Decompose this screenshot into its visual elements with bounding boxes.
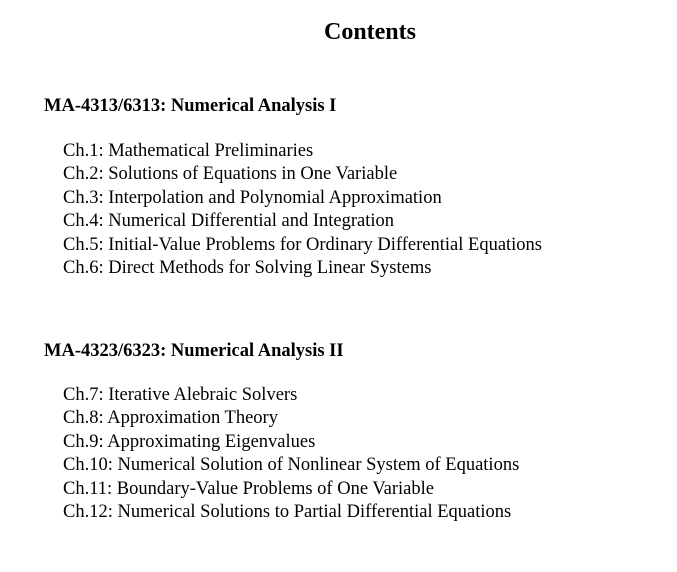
chapter-item: Ch.6: Direct Methods for Solving Linear Systems: [63, 258, 432, 279]
chapter-item: Ch.3: Interpolation and Polynomial Approximation: [63, 187, 442, 208]
chapter-item: Ch.4: Numerical Differential and Integration: [63, 211, 395, 232]
chapter-list-numerical-analysis-2: [63, 384, 519, 524]
course-heading-numerical-analysis-1: MA-4313/6313: Numerical Analysis I: [44, 96, 337, 116]
chapter-item: Ch.11: Boundary-Value Problems of One Variable: [63, 478, 434, 499]
chapter-item: Ch.10: Numerical Solution of Nonlinear System of Equations: [63, 455, 520, 476]
chapter-item: Ch.5: Initial-Value Problems for Ordinary Differential Equations: [63, 234, 543, 255]
chapter-item: Ch.9: Approximating Eigenvalues: [63, 431, 316, 452]
course-heading-numerical-analysis-2: MA-4323/6323: Numerical Analysis II: [44, 341, 344, 361]
chapter-item: Ch.8: Approximation Theory: [63, 408, 278, 429]
chapter-item: Ch.7: Iterative Alebraic Solvers: [63, 385, 298, 405]
chapter-item: Ch.12: Numerical Solutions to Partial Differential Equations: [63, 502, 512, 523]
chapter-item: Ch.1: Mathematical Preliminaries: [63, 141, 314, 161]
chapter-item: Ch.2: Solutions of Equations in One Variable: [63, 164, 398, 185]
chapter-list-numerical-analysis-1: [63, 140, 542, 280]
page-title: Contents: [323, 19, 416, 45]
